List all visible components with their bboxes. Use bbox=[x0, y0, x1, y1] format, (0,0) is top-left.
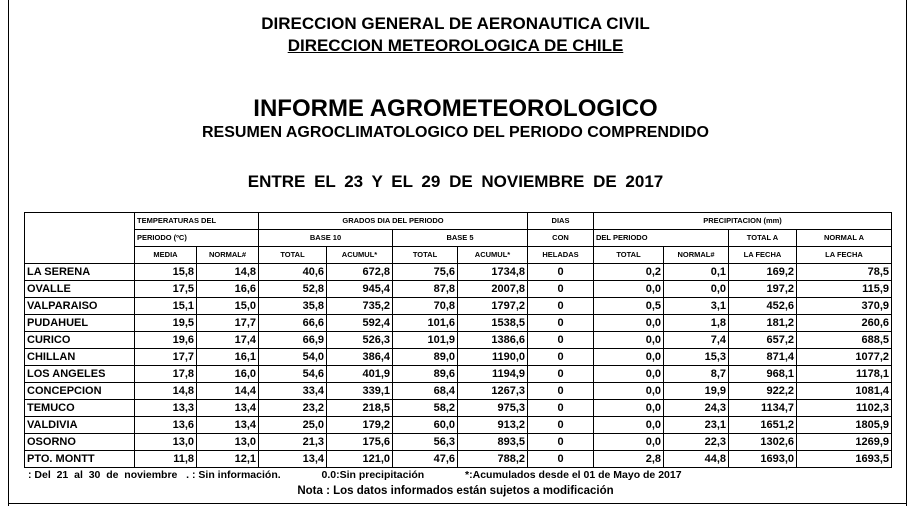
org-subname: DIRECCION METEOROLOGICA DE CHILE bbox=[287, 36, 624, 55]
cell-normal: 13,0 bbox=[197, 434, 259, 451]
cell-media: 14,8 bbox=[135, 383, 197, 400]
cell-nor: 1077,2 bbox=[797, 349, 892, 366]
footer-nota: Nota : Los datos informados están sujetos a modificación bbox=[297, 485, 614, 497]
footer-note-precip: 0.0:Sin precipitación bbox=[321, 469, 425, 481]
cell-nor: 688,5 bbox=[797, 332, 892, 349]
cell-station: VALDIVIA bbox=[25, 417, 135, 434]
la-fecha-header-1: LA FECHA bbox=[729, 247, 797, 264]
org-name: DIRECCION GENERAL DE AERONAUTICA CIVIL bbox=[261, 14, 650, 33]
table-row bbox=[25, 400, 892, 417]
cell-station: CONCEPCION bbox=[25, 383, 135, 400]
cell-normal: 17,4 bbox=[197, 332, 259, 349]
table-row bbox=[25, 366, 892, 383]
media-header: MEDIA bbox=[135, 247, 197, 264]
la-fecha-header-2: LA FECHA bbox=[797, 247, 892, 264]
table-body bbox=[25, 264, 892, 468]
con-header: CON bbox=[528, 230, 594, 247]
cell-nor: 260,6 bbox=[797, 315, 892, 332]
cell-b5t: 101,9 bbox=[393, 332, 458, 349]
cell-b5t: 75,6 bbox=[393, 264, 458, 281]
cell-station: VALPARAISO bbox=[25, 298, 135, 315]
cell-tot: 922,2 bbox=[729, 383, 797, 400]
cell-tot: 1693,0 bbox=[729, 451, 797, 468]
cell-b5t: 87,8 bbox=[393, 281, 458, 298]
cell-media: 19,6 bbox=[135, 332, 197, 349]
agro-table bbox=[24, 212, 892, 468]
header-row-2 bbox=[25, 230, 892, 247]
temp-header: TEMPERATURAS DEL bbox=[135, 213, 259, 230]
cell-media: 13,3 bbox=[135, 400, 197, 417]
table-row bbox=[25, 281, 892, 298]
cell-normal: 13,4 bbox=[197, 400, 259, 417]
cell-b5t: 58,2 bbox=[393, 400, 458, 417]
total-a-header: TOTAL A bbox=[729, 230, 797, 247]
cell-normal: 14,4 bbox=[197, 383, 259, 400]
cell-b10a: 945,4 bbox=[327, 281, 393, 298]
table-row bbox=[25, 417, 892, 434]
table-row bbox=[25, 298, 892, 315]
cell-b5t: 68,4 bbox=[393, 383, 458, 400]
cell-nor: 1178,1 bbox=[797, 366, 892, 383]
cell-heladas: 0 bbox=[528, 417, 594, 434]
b10-total-header: TOTAL bbox=[259, 247, 327, 264]
cell-station: LOS ANGELES bbox=[25, 366, 135, 383]
normal-a-header: NORMAL A bbox=[797, 230, 892, 247]
cell-b5a: 2007,8 bbox=[458, 281, 528, 298]
cell-pn: 19,9 bbox=[664, 383, 729, 400]
report-subtitle: RESUMEN AGROCLIMATOLOGICO DEL PERIODO COMPRENDIDO bbox=[202, 124, 709, 141]
cell-b10t: 66,9 bbox=[259, 332, 327, 349]
cell-nor: 115,9 bbox=[797, 281, 892, 298]
precip-total-header: TOTAL bbox=[594, 247, 664, 264]
heladas-header: HELADAS bbox=[528, 247, 594, 264]
b5-total-header: TOTAL bbox=[393, 247, 458, 264]
dias-header: DIAS bbox=[528, 213, 594, 230]
cell-b5a: 1538,5 bbox=[458, 315, 528, 332]
cell-pt: 0,0 bbox=[594, 366, 664, 383]
cell-pt: 0,0 bbox=[594, 417, 664, 434]
cell-b5a: 1190,0 bbox=[458, 349, 528, 366]
cell-nor: 1081,4 bbox=[797, 383, 892, 400]
cell-media: 17,8 bbox=[135, 366, 197, 383]
cell-heladas: 0 bbox=[528, 434, 594, 451]
cell-heladas: 0 bbox=[528, 383, 594, 400]
cell-pt: 0,0 bbox=[594, 281, 664, 298]
cell-station: TEMUCO bbox=[25, 400, 135, 417]
table-row bbox=[25, 264, 892, 281]
cell-tot: 197,2 bbox=[729, 281, 797, 298]
footer-notes bbox=[28, 469, 682, 481]
cell-media: 15,8 bbox=[135, 264, 197, 281]
cell-pn: 23,1 bbox=[664, 417, 729, 434]
cell-b10a: 175,6 bbox=[327, 434, 393, 451]
cell-pn: 1,8 bbox=[664, 315, 729, 332]
footer-note-acum: *:Acumulados desde el 01 de Mayo de 2017 bbox=[465, 469, 682, 481]
cell-nor: 78,5 bbox=[797, 264, 892, 281]
cell-station: LA SERENA bbox=[25, 264, 135, 281]
cell-heladas: 0 bbox=[528, 281, 594, 298]
cell-b5t: 56,3 bbox=[393, 434, 458, 451]
cell-pn: 3,1 bbox=[664, 298, 729, 315]
cell-heladas: 0 bbox=[528, 349, 594, 366]
cell-b5a: 893,5 bbox=[458, 434, 528, 451]
cell-pt: 0,2 bbox=[594, 264, 664, 281]
bottom-rule bbox=[8, 503, 907, 504]
b10-acumul-header: ACUMUL* bbox=[327, 247, 393, 264]
table-row bbox=[25, 434, 892, 451]
cell-media: 13,0 bbox=[135, 434, 197, 451]
normal-header: NORMAL# bbox=[197, 247, 259, 264]
cell-tot: 657,2 bbox=[729, 332, 797, 349]
b5-acumul-header: ACUMUL* bbox=[458, 247, 528, 264]
cell-tot: 169,2 bbox=[729, 264, 797, 281]
cell-nor: 1269,9 bbox=[797, 434, 892, 451]
cell-b5a: 975,3 bbox=[458, 400, 528, 417]
cell-station: PUDAHUEL bbox=[25, 315, 135, 332]
cell-pn: 7,4 bbox=[664, 332, 729, 349]
cell-media: 17,7 bbox=[135, 349, 197, 366]
grados-header: GRADOS DIA DEL PERIODO bbox=[259, 213, 528, 230]
cell-b10a: 386,4 bbox=[327, 349, 393, 366]
cell-normal: 12,1 bbox=[197, 451, 259, 468]
cell-tot: 968,1 bbox=[729, 366, 797, 383]
cell-pt: 0,0 bbox=[594, 349, 664, 366]
cell-normal: 14,8 bbox=[197, 264, 259, 281]
cell-b10t: 33,4 bbox=[259, 383, 327, 400]
table-row bbox=[25, 332, 892, 349]
cell-tot: 1134,7 bbox=[729, 400, 797, 417]
cell-b10a: 179,2 bbox=[327, 417, 393, 434]
base10-header: BASE 10 bbox=[259, 230, 393, 247]
cell-nor: 1102,3 bbox=[797, 400, 892, 417]
cell-nor: 1805,9 bbox=[797, 417, 892, 434]
cell-pn: 0,1 bbox=[664, 264, 729, 281]
cell-b5t: 89,6 bbox=[393, 366, 458, 383]
cell-b10t: 40,6 bbox=[259, 264, 327, 281]
header-row-3 bbox=[25, 247, 892, 264]
header-row-1 bbox=[25, 213, 892, 230]
cell-b10t: 54,6 bbox=[259, 366, 327, 383]
cell-media: 15,1 bbox=[135, 298, 197, 315]
cell-media: 19,5 bbox=[135, 315, 197, 332]
cell-b5a: 1194,9 bbox=[458, 366, 528, 383]
station-header bbox=[25, 213, 135, 264]
cell-pt: 0,0 bbox=[594, 434, 664, 451]
cell-pn: 44,8 bbox=[664, 451, 729, 468]
cell-pn: 24,3 bbox=[664, 400, 729, 417]
cell-pt: 0,5 bbox=[594, 298, 664, 315]
cell-b5a: 1267,3 bbox=[458, 383, 528, 400]
cell-b10a: 592,4 bbox=[327, 315, 393, 332]
cell-tot: 452,6 bbox=[729, 298, 797, 315]
cell-heladas: 0 bbox=[528, 315, 594, 332]
base5-header: BASE 5 bbox=[393, 230, 528, 247]
cell-b5t: 70,8 bbox=[393, 298, 458, 315]
cell-b10a: 401,9 bbox=[327, 366, 393, 383]
cell-pn: 8,7 bbox=[664, 366, 729, 383]
cell-heladas: 0 bbox=[528, 264, 594, 281]
cell-pt: 0,0 bbox=[594, 383, 664, 400]
cell-b5a: 1386,6 bbox=[458, 332, 528, 349]
cell-b10t: 54,0 bbox=[259, 349, 327, 366]
cell-b5a: 788,2 bbox=[458, 451, 528, 468]
cell-b5a: 1797,2 bbox=[458, 298, 528, 315]
cell-b5t: 47,6 bbox=[393, 451, 458, 468]
cell-normal: 17,7 bbox=[197, 315, 259, 332]
cell-b10a: 526,3 bbox=[327, 332, 393, 349]
cell-heladas: 0 bbox=[528, 400, 594, 417]
cell-b10t: 13,4 bbox=[259, 451, 327, 468]
cell-heladas: 0 bbox=[528, 298, 594, 315]
cell-nor: 370,9 bbox=[797, 298, 892, 315]
cell-heladas: 0 bbox=[528, 332, 594, 349]
del-periodo-header: DEL PERIODO bbox=[594, 230, 729, 247]
cell-media: 11,8 bbox=[135, 451, 197, 468]
cell-b10t: 25,0 bbox=[259, 417, 327, 434]
cell-media: 17,5 bbox=[135, 281, 197, 298]
cell-b5a: 1734,8 bbox=[458, 264, 528, 281]
cell-b10a: 121,0 bbox=[327, 451, 393, 468]
table-row bbox=[25, 383, 892, 400]
cell-tot: 1651,2 bbox=[729, 417, 797, 434]
cell-station: OVALLE bbox=[25, 281, 135, 298]
footer-note-period: : Del 21 al 30 de noviembre . : Sin información. bbox=[28, 469, 281, 481]
report-title: INFORME AGROMETEOROLOGICO bbox=[253, 95, 658, 122]
cell-b10a: 339,1 bbox=[327, 383, 393, 400]
cell-b5t: 89,0 bbox=[393, 349, 458, 366]
cell-b10t: 23,2 bbox=[259, 400, 327, 417]
report-period: ENTRE EL 23 Y EL 29 DE NOVIEMBRE DE 2017 bbox=[247, 172, 664, 191]
cell-pt: 0,0 bbox=[594, 332, 664, 349]
cell-heladas: 0 bbox=[528, 366, 594, 383]
cell-b5a: 913,2 bbox=[458, 417, 528, 434]
cell-b5t: 101,6 bbox=[393, 315, 458, 332]
table-row bbox=[25, 349, 892, 366]
cell-b10t: 21,3 bbox=[259, 434, 327, 451]
cell-b5t: 60,0 bbox=[393, 417, 458, 434]
cell-nor: 1693,5 bbox=[797, 451, 892, 468]
cell-heladas: 0 bbox=[528, 451, 594, 468]
cell-pn: 15,3 bbox=[664, 349, 729, 366]
cell-b10a: 735,2 bbox=[327, 298, 393, 315]
cell-normal: 16,1 bbox=[197, 349, 259, 366]
cell-normal: 13,4 bbox=[197, 417, 259, 434]
precip-normal-header: NORMAL# bbox=[664, 247, 729, 264]
cell-station: CHILLAN bbox=[25, 349, 135, 366]
cell-station: CURICO bbox=[25, 332, 135, 349]
cell-station: PTO. MONTT bbox=[25, 451, 135, 468]
cell-b10t: 52,8 bbox=[259, 281, 327, 298]
cell-pt: 0,0 bbox=[594, 400, 664, 417]
precip-header: PRECIPITACION (mm) bbox=[594, 213, 892, 230]
cell-pt: 0,0 bbox=[594, 315, 664, 332]
cell-b10t: 35,8 bbox=[259, 298, 327, 315]
table-row bbox=[25, 315, 892, 332]
cell-tot: 181,2 bbox=[729, 315, 797, 332]
cell-b10t: 66,6 bbox=[259, 315, 327, 332]
cell-tot: 871,4 bbox=[729, 349, 797, 366]
cell-station: OSORNO bbox=[25, 434, 135, 451]
cell-tot: 1302,6 bbox=[729, 434, 797, 451]
cell-media: 13,6 bbox=[135, 417, 197, 434]
cell-pn: 22,3 bbox=[664, 434, 729, 451]
cell-pn: 0,0 bbox=[664, 281, 729, 298]
periodo-header: PERIODO (ºC) bbox=[135, 230, 259, 247]
cell-b10a: 218,5 bbox=[327, 400, 393, 417]
cell-normal: 16,0 bbox=[197, 366, 259, 383]
table-row bbox=[25, 451, 892, 468]
cell-normal: 15,0 bbox=[197, 298, 259, 315]
cell-b10a: 672,8 bbox=[327, 264, 393, 281]
cell-normal: 16,6 bbox=[197, 281, 259, 298]
cell-pt: 2,8 bbox=[594, 451, 664, 468]
